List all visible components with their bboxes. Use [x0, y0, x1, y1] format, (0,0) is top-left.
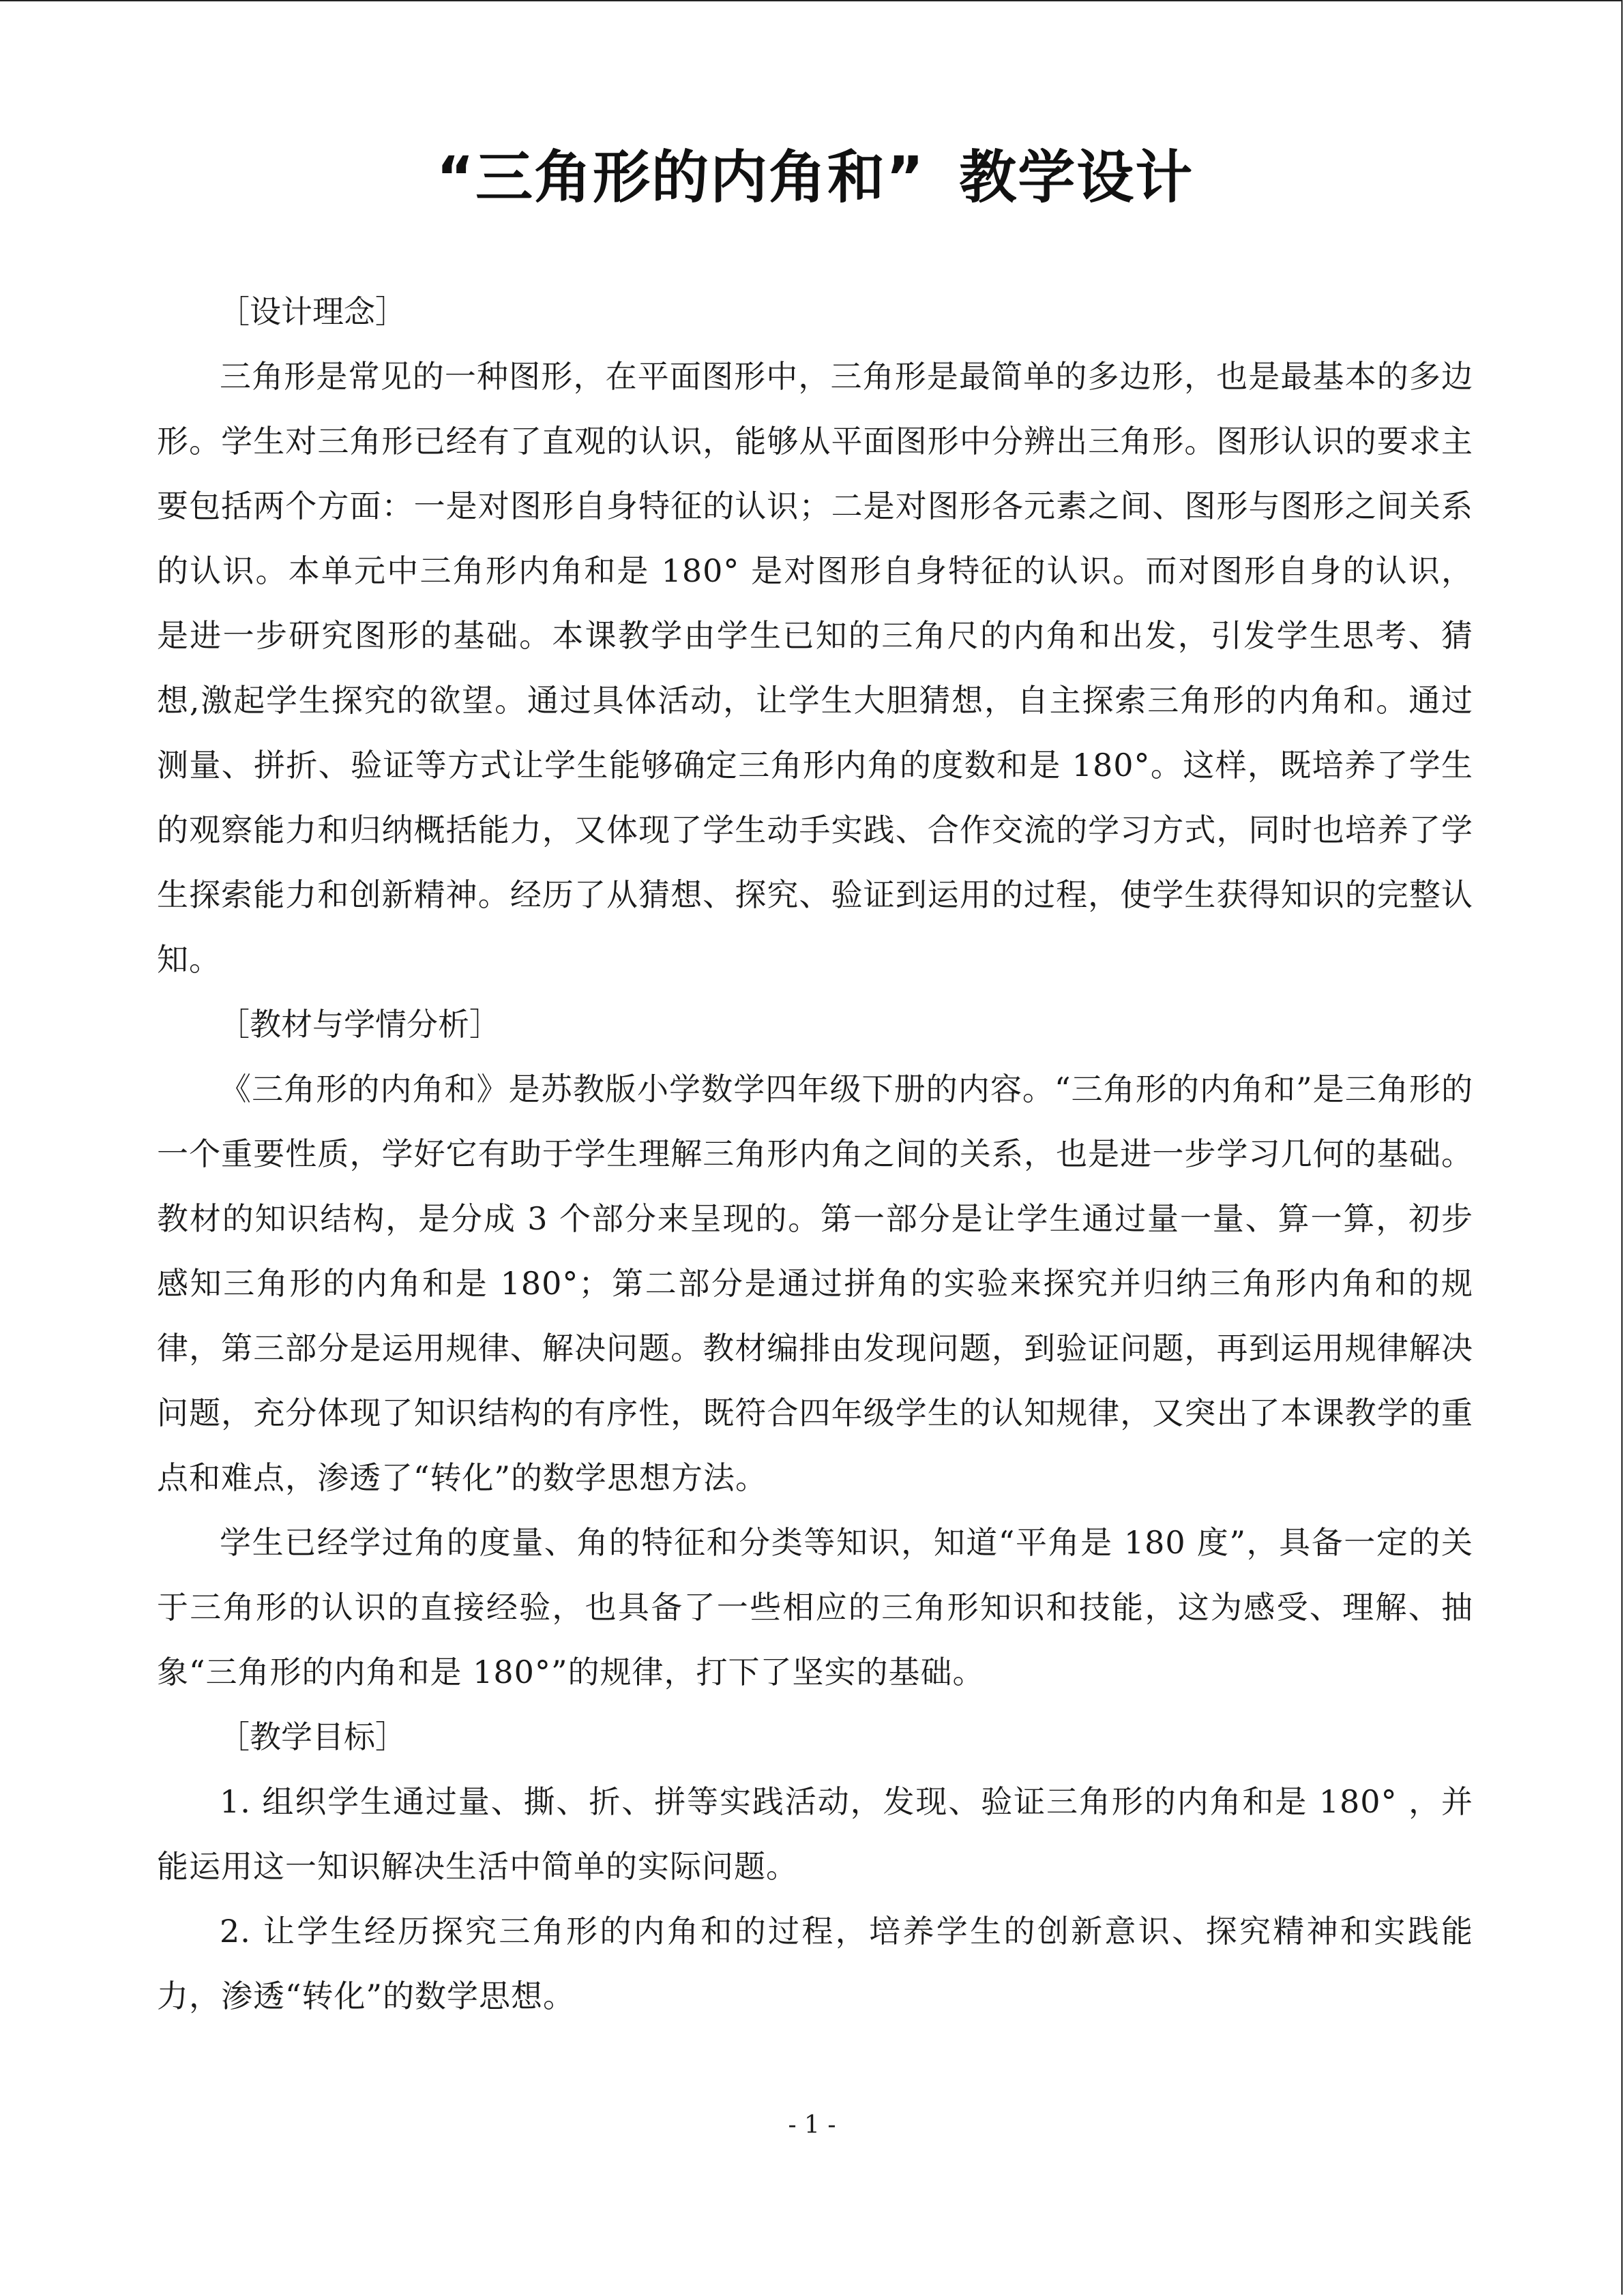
section-heading-concept: ［设计理念］ — [218, 293, 407, 330]
section-material-analysis — [157, 992, 1473, 1705]
document-body — [157, 130, 1473, 2029]
concept-paragraph: 三角形是常见的一种图形，在平面图形中，三角形是最简单的多边形，也是最基本的多边形。学生对三角形已经有了直观的认识，能够从平面图形中分辨出三角形。图形认识的要求主要包括两个方面：一是对图形自身特征的认识；二是对图形各元素之间、图形与图形之间关系的认识。本单元中三角形内角和是 180° 是对图形自身特征的认识。而对图形自身的认识，是进一步研究图形的基础。本课教学由学生已知的三角尺的内角和出发，引发学生思考、猜想,激起学生探究的欲望。通过具体活动，让学生大胆猜想，自主探索三角形的内角和。通过测量、拼折、验证等方式让学生能够确定三角形内角的度数和是 180°。这样，既培养了学生的观察能力和归纳概括能力，又体现了学生动手实践、合作交流的学习方式，同时也培养了学生探索能力和创新精神。经历了从猜想、探究、验证到运用的过程，使学生获得知识的完整认知。 — [157, 358, 1473, 978]
section-teaching-goals — [157, 1705, 1473, 2029]
section-heading-goals: ［教学目标］ — [218, 1718, 407, 1755]
title-quoted-topic: “三角形的内角和” — [436, 144, 926, 211]
section-design-concept — [157, 280, 1473, 992]
analysis-paragraph-2: 学生已经学过角的度量、角的特征和分类等知识，知道“平角是 180 度”，具备一定的关于三角形的认识的直接经验，也具备了一些相应的三角形知识和技能，这为感受、理解、抽象“三角形的内角和是 180°”的规律，打下了坚实的基础。 — [157, 1524, 1473, 1690]
goal-item-2: 2. 让学生经历探究三角形的内角和的过程，培养学生的创新意识、探究精神和实践能力，渗透“转化”的数学思想。 — [157, 1913, 1473, 2014]
goal-item-1: 1. 组织学生通过量、撕、折、拼等实践活动，发现、验证三角形的内角和是 180° ，并能运用这一知识解决生活中简单的实际问题。 — [157, 1783, 1473, 1885]
page-number: - 1 - — [788, 2111, 836, 2139]
section-heading-analysis: ［教材与学情分析］ — [218, 1006, 501, 1043]
analysis-paragraph-1: 《三角形的内角和》是苏教版小学数学四年级下册的内容。“三角形的内角和”是三角形的一个重要性质，学好它有助于学生理解三角形内角之间的关系，也是进一步学习几何的基础。教材的知识结构，是分成 3 个部分来呈现的。第一部分是让学生通过量一量、算一算，初步感知三角形的内角和是 180°；第二部分是通过拼角的实验来探究并归纳三角形内角和的规律，第三部分是运用规律、解决问题。教材编排由发现问题，到验证问题，再到运用规律解决问题，充分体现了知识结构的有序性，既符合四年级学生的认知规律，又突出了本课教学的重点和难点，渗透了“转化”的数学思想方法。 — [157, 1071, 1473, 1496]
title-suffix: 教学设计 — [959, 144, 1194, 211]
document-title — [157, 130, 1473, 225]
